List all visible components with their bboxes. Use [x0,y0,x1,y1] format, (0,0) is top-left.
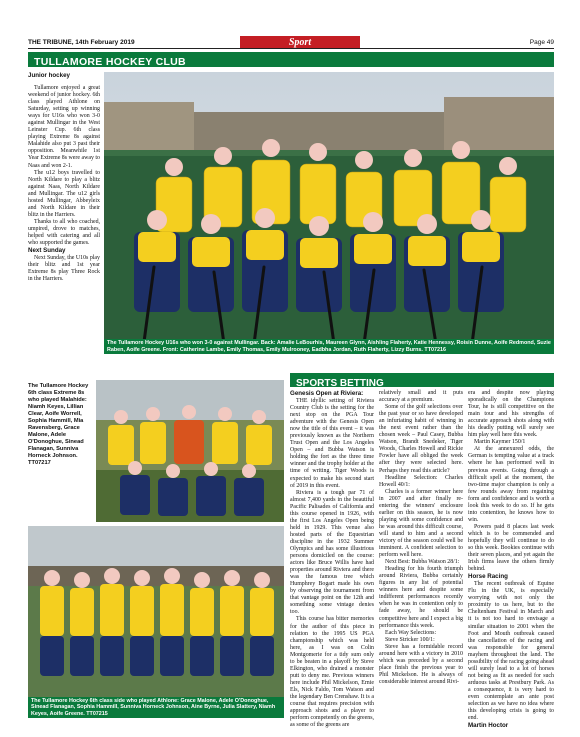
betting-para: Headline Selection: Charles Howell 40/1: [379,474,463,488]
hockey-article [28,72,100,283]
genesis-heading: Genesis Open at Riviera: [290,390,364,397]
hockey-para: Tullamore enjoyed a great weekend of junior hockey. 6th class played Athlone on Saturday, setting up winning ways for U16s who won 3-0 against Mullingar in the West Leinster Cup. 6th class playing Extreme 8s against Malahide also put 3 past their opposition. Meanwhile 1st Year Extreme 8s were away to Naas and won 2-1. [28,85,100,169]
club-banner [28,52,554,67]
betting-para: The recent outbreak of Equine Flu in the UK, is especially worrying with not only the proximity to us here, but to the Cheltenham Festival in March and it is not too hard to envisage a similar situation to 2001 when the Foot and Mouth outbreak caused the cancellation of the racing and was responsible for general mayhem throughout the land. The possibility of the racing going ahead will surely lead to a lot of horses not being as fit as needed for such arduous tasks at Prestbury Park. As a consequence, it is very hard to even contemplate an ante post selection as we have no idea where this developing crisis is going to end. [468,581,554,722]
team-photo-u16 [104,72,554,354]
team-photo-extreme8s-image [96,380,284,522]
betting-column-3 [468,390,554,730]
betting-para: Each Way Selections: [385,629,437,636]
betting-para: relatively small and it puts accuracy at a premium. [379,390,463,404]
betting-para: Charles is a former winner here in 2007 and after finally re-entering the winners' enclosure earlier on this season, he is now playing with some confidence and he was around this difficult course, will stand to him and a second victory of the season could well be imminent. A confident selection to perform well here. [379,488,463,559]
betting-para: era and despite now playing sporadically on the Champions Tour, he is still competitive on the main tour and his strengths of accurate approach shots along with his deadly putting will surely see him play well here this week. [468,390,554,439]
hockey-para: The u12 boys travelled to North Kildare to play a blitz against Naas, North Kildare and Mullingar. The u12 girls hosted Mullingar, Abbeyleix and North Kildare in their blitz in the Harriers. [28,169,100,218]
junior-hockey-heading: Junior hockey [28,72,70,79]
page-header [28,36,554,50]
betting-column-1 [290,390,374,729]
team-photo-6th-class-caption: The Tullamore Hockey 6th class side who played Athlone: Grace Malone, Adele O'Donoghue, Sinead Flanagan, Sophia Hammill, Sunniva Horneck Johnson, Aine Byrne, Julia Slattery, Niamh Keyes, Aoife Greene. TT07215 [28,697,284,718]
betting-para: This course has bitter memories for the author of this piece in relation to the 1995 US PGA championship which was held here, as I was on Colin Montgomerie for a tidy sum only to be beaten in a playoff by Steve Elkington, who drained a monster putt to deny me. Previous winners here include Phil Mickelson, Ernie Els, Nick Faldo, Tom Watson and the legendary Ben Crenshaw. It is a course that requires precision with approach shots and a player to perform competently on the greens, as some of the greens are [290,616,374,729]
betting-banner-title: SPORTS BETTING [296,378,384,389]
betting-para: Some of the golf selections over the past year or so have developed an infuriating habit of winning in the next event rather than the chosen week – Paul Casey, Bubba Watson, Brandt Snedeker, Tiger Woods, Charles Howell and Rickie Fowler have all obliged the week after they were selected here. Perhaps they read this article? [379,404,463,474]
team-photo-6th-class [28,526,284,718]
club-banner-title: TULLAMORE HOCKEY CLUB [34,56,186,68]
horse-racing-heading: Horse Racing [468,573,508,581]
section-label: Sport [240,36,360,49]
page-number: Page 49 [529,39,554,46]
betting-para: Riviera is a tough par 71 of almost 7,400 yards in the beautiful Pacific Palisades of California and this course opened in 1926, with the first Los Angeles Open being held in 1929. This venue also hosted parts of the Equestrian discipline in the 1932 Summer Olympics and has some illustrious persons domiciled on the course: actors like Bruce Willis have had properties around Riviera and there was the famous tree which Humphrey Bogart made his own by observing the tournament from that vantage point on the 12th and something some vintage denies too. [290,489,374,616]
betting-para: Heading for his fourth triumph around Riviera, Bubba certainly figures in any list of potential winners here and despite some indifferent performances recently when he was in contention only to fade away, he should be competitive here and I expect a big performance this week. [379,566,463,629]
hockey-para: Next Sunday, the U10s play their blitz and 1st year Extreme 8s play Three Rock in the Harriers. [28,255,100,283]
betting-banner [290,373,554,387]
betting-para: At the annexured odds, the German is tempting value at a track where he has performed well in previous events. Going through a difficult spell at the moment, the two-time major champion is only a few rounds away from regaining form and confidence and is worth a look this week to do so. If he gets into contention, he knows how to win. [468,446,554,523]
next-sunday-heading: Next Sunday [28,247,66,255]
betting-para: Steve has a formidable record around here with a victory in 2010 which was preceded by a second place finish the previous year to Phil Mickelson. He is always of considerable interest around Rivi- [379,643,463,685]
betting-para: THE idyllic setting of Riviera Country Club is the setting for the next stop on the PGA Tour adventure with the Genesis Open now the title of this event – it was previously known as the Northern Trust Open and the Los Angeles Open – and Bubba Watson is holding the fort as the three time winner and the trophy holder at the time of writing. Tiger Woods is expected to make his second start of 2019 in this event. [290,398,374,489]
team-photo-extreme8s [96,380,284,522]
hockey-para: Thanks to all who coached, umpired, drove to matches, helped with catering and all who supported the games. [28,218,100,247]
betting-para: Martin Kaymer 150/1 [474,439,526,446]
team-photo-u16-image [104,72,554,354]
header-rule [28,48,554,49]
betting-para: Steve Stricker 100/1: [385,636,435,643]
extreme8s-caption: The Tullamore Hockey 6th class Extreme 8s who played Malahide: Niamh Keyes, Lillian Clear, Aoife Worrell, Sophia Hammill, Mia Ravensberg, Grace Malone, Adele O'Donoghue, Sinead Flanagan, Sunniva Horneck Johnson. TT07217 [28,383,89,466]
betting-para: Next Best: Bubba Watson 28/1: [385,559,460,566]
byline: Martin Hoctor [468,722,509,730]
betting-para: Powers paid 8 places last week which is to be commended and hopefully they will continue to do so this week. Bookies continue with their seven places, and yet again the Irish firms leave the others firmly behind. [468,523,554,573]
masthead-date: THE TRIBUNE, 14th February 2019 [28,39,135,46]
betting-column-2 [379,390,463,686]
team-photo-u16-caption: The Tullamore Hockey U16s who won 3-0 against Mullingar. Back: Amalie LeBourhis, Maureen Glynn, Aishling Flaherty, Katie Hennessy, Roisin Dunne, Aoife Redmond, Suzie Raben, Aoife Greene. Front: Catherine Lambe, Emily Thomas, Emily Mulrooney, Eadbha Jordan, Ruth Flaherty, Lizzy Burns. TT07216 [104,339,554,354]
team-photo-6th-class-image [28,526,284,718]
